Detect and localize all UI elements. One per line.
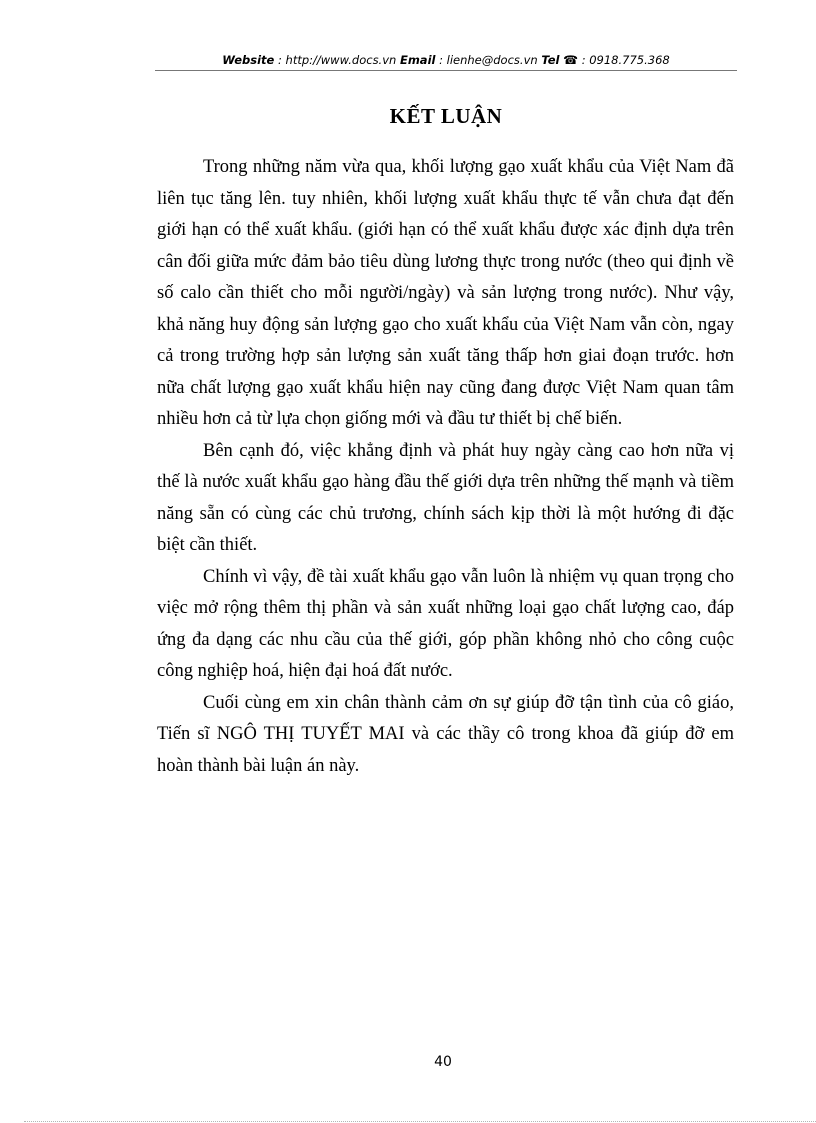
phone-icon: ☎ [563, 53, 579, 67]
tel-value: : 0918.775.368 [581, 53, 670, 67]
paragraph: Chính vì vậy, đề tài xuất khẩu gạo vẫn luôn là nhiệm vụ quan trọng cho việc mở rộng thêm thị phần và sản xuất những loại gạo chất lượng cao, đáp ứng đa dạng các nhu cầu của thế giới, góp phần không nhỏ cho công cuộc công nghiệp hoá, hiện đại hoá đất nước. [157, 566, 734, 681]
email-label: Email [399, 53, 436, 67]
website-value: : http://www.docs.vn [278, 53, 397, 67]
page-header [155, 51, 737, 69]
document-body [157, 152, 734, 782]
paragraph: Bên cạnh đó, việc khẳng định và phát huy ngày càng cao hơn nữa vị thế là nước xuất khẩu gạo hàng đầu thế giới dựa trên những thế mạnh và tiềm năng sẵn có cùng các chủ trương, chính sách kịp thời là một hướng đi đặc biệt cần thiết. [157, 440, 734, 555]
header-divider [155, 70, 737, 71]
page-bottom-border [24, 1121, 816, 1122]
tel-label: Tel [541, 53, 560, 67]
paragraph: Cuối cùng em xin chân thành cảm ơn sự giúp đỡ tận tình của cô giáo, Tiến sĩ NGÔ THỊ TUYẾT MAI và các thầy cô trong khoa đã giúp đỡ em hoàn thành bài luận án này. [157, 692, 734, 776]
page-title: KẾT LUẬN [389, 104, 503, 128]
paragraph: Trong những năm vừa qua, khối lượng gạo xuất khẩu của Việt Nam đã liên tục tăng lên. tuy nhiên, khối lượng xuất khẩu thực tế vẫn chưa đạt đến giới hạn có thể xuất khẩu. (giới hạn có thể xuất khẩu được xác định dựa trên cân đối giữa mức đảm bảo tiêu dùng lương thực trong nước (theo qui định về số calo cần thiết cho mỗi người/ngày) và sản lượng trong nước). Như vậy, khả năng huy động sản lượng gạo cho xuất khẩu của Việt Nam vẫn còn, ngay cả trong trường hợp sản lượng sản xuất tăng thấp hơn giai đoạn trước. hơn nữa chất lượng gạo xuất khẩu hiện nay cũng đang được Việt Nam quan tâm nhiều hơn cả từ lựa chọn giống mới và đầu tư thiết bị chế biến. [157, 157, 734, 429]
website-label: Website [222, 53, 275, 67]
email-value: : lienhe@docs.vn [439, 53, 538, 67]
page-number: 40 [434, 1054, 452, 1070]
